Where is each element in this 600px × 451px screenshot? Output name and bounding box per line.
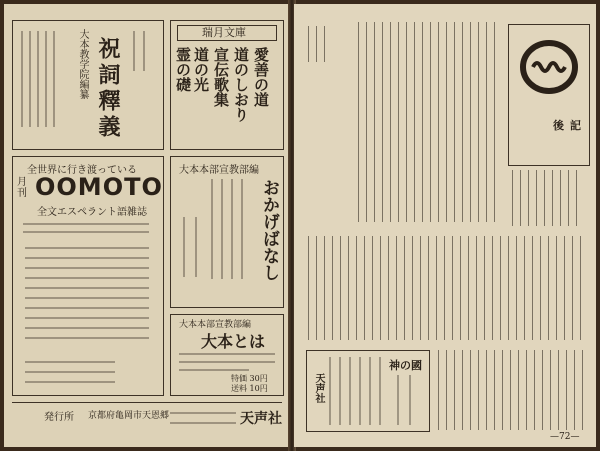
ad-oomoto-box: [12, 156, 164, 396]
ad-oomoto-towa-header: 大本本部宣教部編: [179, 320, 252, 330]
right-column-text-middle: [304, 236, 590, 344]
ad-bunko-title-3: 宣伝歌集: [212, 47, 230, 107]
ad-oomoto-title: OOMOTO: [35, 173, 163, 201]
ad-oomoto-tagline: 全世界に行き渡っている: [27, 165, 137, 176]
ad-bunko-banner: 瑞月文庫: [202, 26, 246, 39]
ad-okage-header: 大本本部宣教部編: [179, 165, 259, 176]
left-footer-rule: [12, 402, 282, 403]
ad-bunko-title-1: 愛善の道: [252, 47, 270, 107]
kami-no-kuni-box: [306, 350, 430, 432]
ad-okage-title: おかげばなし: [259, 179, 279, 281]
ad-oomoto-subtitle: 全文エスペラント語雑誌: [37, 207, 147, 218]
ad-norito-box: [12, 20, 164, 150]
ad-oomoto-towa-box: [170, 314, 284, 396]
ad-oomoto-towa-price: 特価 30円: [231, 374, 268, 383]
ad-norito-title: 祝詞釋義: [95, 37, 121, 141]
ad-bunko-title-4: 道の光: [192, 47, 210, 92]
ad-bunko-title-5: 霊の礎: [174, 47, 192, 92]
right-column-text-right-upper: [508, 170, 590, 230]
right-page: [294, 4, 596, 447]
right-column-text-upper: [354, 22, 504, 230]
afterword-caption: 後記: [553, 119, 587, 132]
kami-no-kuni-title: 神の國: [389, 359, 422, 372]
left-page: [4, 4, 290, 447]
ad-oomoto-towa-postage: 送料 10円: [231, 384, 268, 393]
left-footer-publisher-name: 天声社: [240, 411, 282, 427]
ad-oomoto-monthly: 月刊: [17, 177, 27, 199]
right-column-text-bottom: [434, 350, 590, 434]
left-footer-address: 京都府亀岡市天恩郷: [88, 411, 170, 421]
left-footer-publisher-label: 発行所: [44, 412, 74, 423]
ad-norito-header: 大本教学院編纂: [77, 29, 88, 99]
ad-bunko-title-2: 道のしおり: [232, 47, 250, 122]
ad-bunko-box: [170, 20, 284, 150]
oomoto-emblem-icon: [519, 37, 579, 97]
kami-no-kuni-publisher: 天声社: [313, 373, 324, 403]
page-number: —72—: [550, 432, 580, 442]
ad-bunko-banner-box: [177, 25, 277, 41]
ad-oomoto-towa-title: 大本とは: [201, 332, 266, 351]
afterword-emblem-box: [508, 24, 590, 166]
ad-okage-box: [170, 156, 284, 308]
